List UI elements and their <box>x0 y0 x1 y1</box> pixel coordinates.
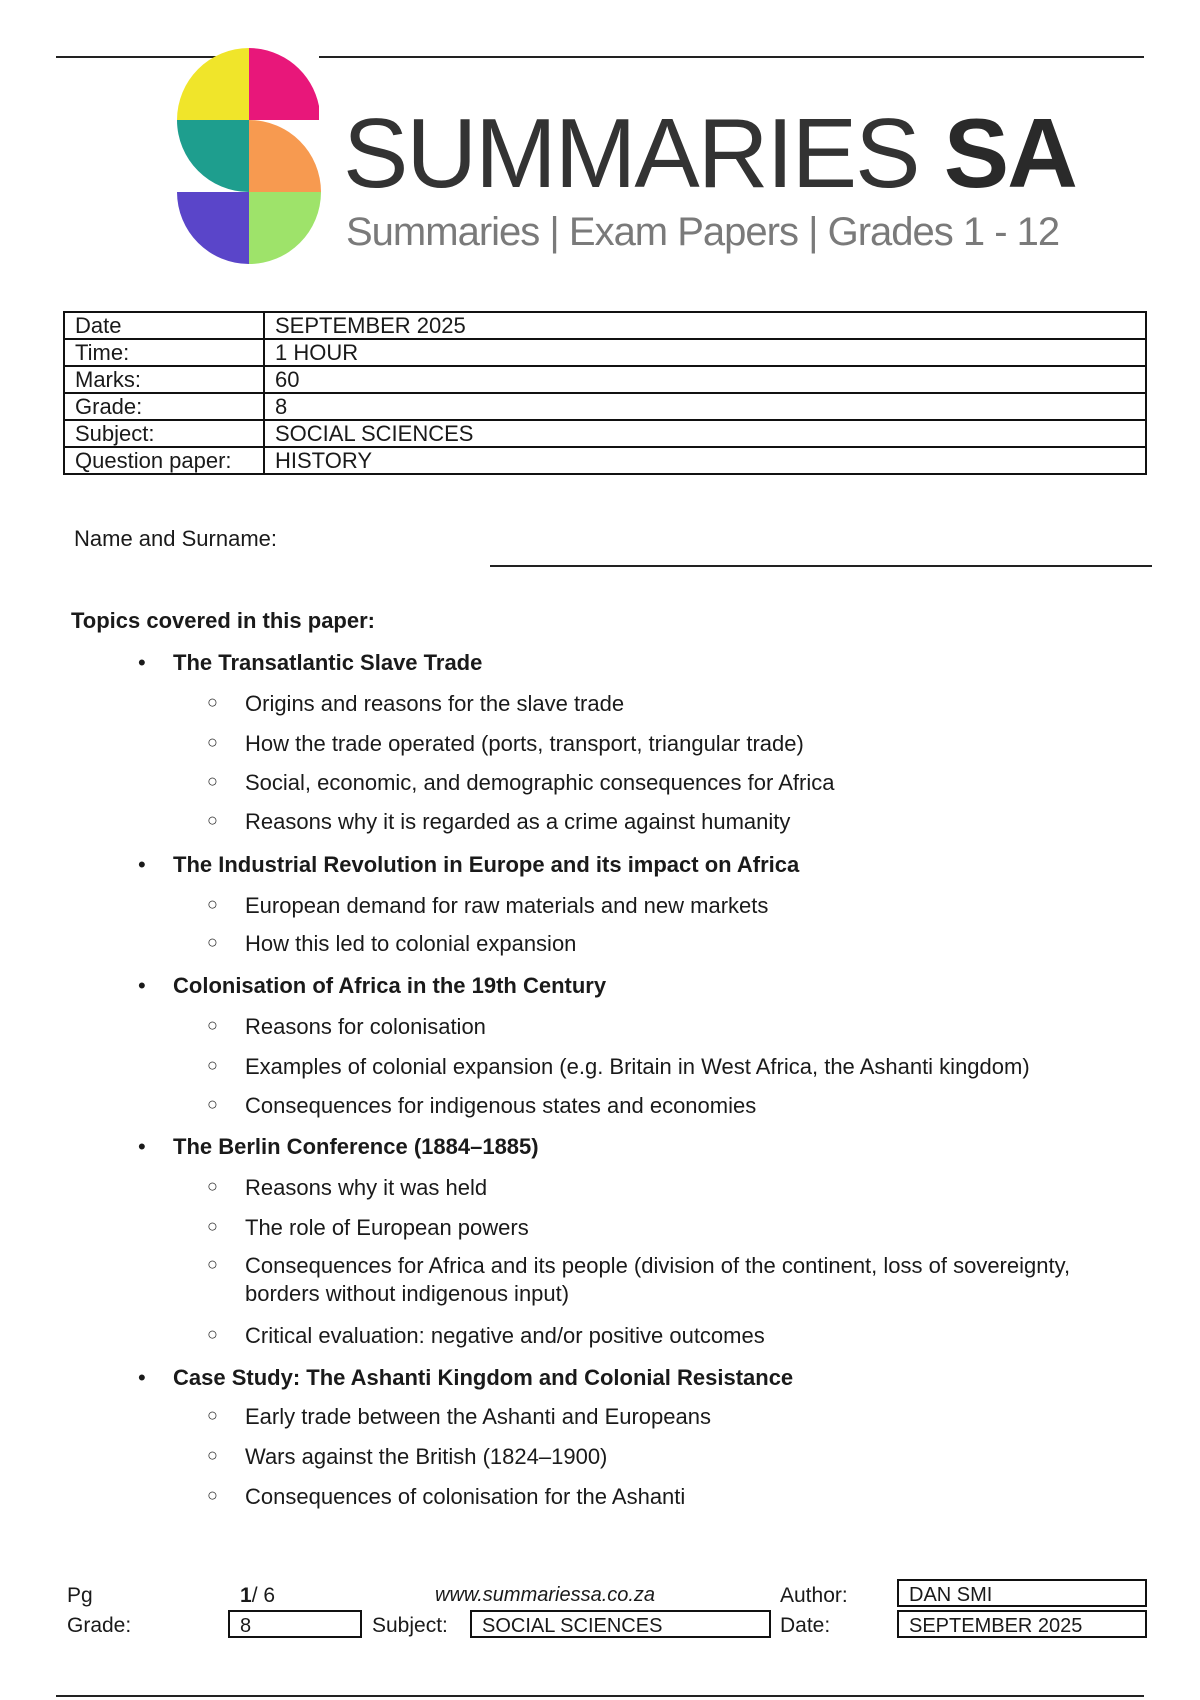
circle-bullet-icon: ○ <box>207 1445 218 1465</box>
topic-heading: The Transatlantic Slave Trade <box>173 650 483 675</box>
logo-mark-icon <box>175 46 325 266</box>
circle-bullet-icon: ○ <box>207 1485 218 1505</box>
circle-bullet-icon: ○ <box>207 1324 218 1344</box>
info-value: 8 <box>264 393 1146 420</box>
topic-heading: The Berlin Conference (1884–1885) <box>173 1134 539 1159</box>
footer-date-label: Date: <box>780 1614 831 1637</box>
footer-grade-value: 8 <box>228 1610 362 1638</box>
info-label: Date <box>64 312 264 339</box>
footer-subject-value: SOCIAL SCIENCES <box>470 1610 771 1638</box>
footer-author-label: Author: <box>780 1584 848 1607</box>
footer-page-number: 1/ 6 <box>240 1584 276 1607</box>
info-row-marks <box>64 366 1146 393</box>
info-label: Grade: <box>64 393 264 420</box>
info-value: 1 HOUR <box>264 339 1146 366</box>
info-row-subject <box>64 420 1146 447</box>
info-row-question-paper <box>64 447 1146 474</box>
footer-grade-label: Grade: <box>67 1614 132 1637</box>
name-surname-field[interactable] <box>490 565 1152 567</box>
paper-info-table <box>63 311 1147 475</box>
info-row-date <box>64 312 1146 339</box>
info-value: SOCIAL SCIENCES <box>264 420 1146 447</box>
circle-bullet-icon: ○ <box>207 692 218 712</box>
circle-bullet-icon: ○ <box>207 1405 218 1425</box>
footer-website-link[interactable]: www.summariessa.co.za <box>435 1584 656 1606</box>
topic-heading: Colonisation of Africa in the 19th Century <box>173 973 607 998</box>
footer-author-value: DAN SMI <box>897 1579 1147 1607</box>
info-label: Marks: <box>64 366 264 393</box>
footer-date-value: SEPTEMBER 2025 <box>897 1610 1147 1638</box>
info-label: Question paper: <box>64 447 264 474</box>
circle-bullet-icon: ○ <box>207 932 218 952</box>
footer-pg-label: Pg <box>67 1584 93 1607</box>
bullet-icon: • <box>138 1365 146 1390</box>
info-label: Subject: <box>64 420 264 447</box>
info-value: SEPTEMBER 2025 <box>264 312 1146 339</box>
topic-heading: The Industrial Revolution in Europe and its impact on Africa <box>173 852 800 877</box>
bottom-rule <box>56 1695 1144 1697</box>
info-row-time <box>64 339 1146 366</box>
bullet-icon: • <box>138 852 146 877</box>
circle-bullet-icon: ○ <box>207 1254 218 1274</box>
bullet-icon: • <box>138 1134 146 1159</box>
summaries-sa-logo <box>175 46 1076 266</box>
name-surname-label: Name and Surname: <box>74 526 277 551</box>
topic-heading: Case Study: The Ashanti Kingdom and Colonial Resistance <box>173 1365 794 1390</box>
info-value: HISTORY <box>264 447 1146 474</box>
topics-title: Topics covered in this paper: <box>71 608 375 633</box>
circle-bullet-icon: ○ <box>207 1216 218 1236</box>
bullet-icon: • <box>138 650 146 675</box>
info-label: Time: <box>64 339 264 366</box>
circle-bullet-icon: ○ <box>207 1094 218 1114</box>
brand-name: SUMMARIES SA <box>343 98 1076 208</box>
circle-bullet-icon: ○ <box>207 810 218 830</box>
circle-bullet-icon: ○ <box>207 894 218 914</box>
circle-bullet-icon: ○ <box>207 1176 218 1196</box>
info-row-grade <box>64 393 1146 420</box>
footer-subject-label: Subject: <box>372 1614 448 1637</box>
bullet-icon: • <box>138 973 146 998</box>
circle-bullet-icon: ○ <box>207 1015 218 1035</box>
info-value: 60 <box>264 366 1146 393</box>
circle-bullet-icon: ○ <box>207 1055 218 1075</box>
brand-tagline: Summaries | Exam Papers | Grades 1 - 12 <box>346 210 1060 254</box>
circle-bullet-icon: ○ <box>207 771 218 791</box>
circle-bullet-icon: ○ <box>207 732 218 752</box>
